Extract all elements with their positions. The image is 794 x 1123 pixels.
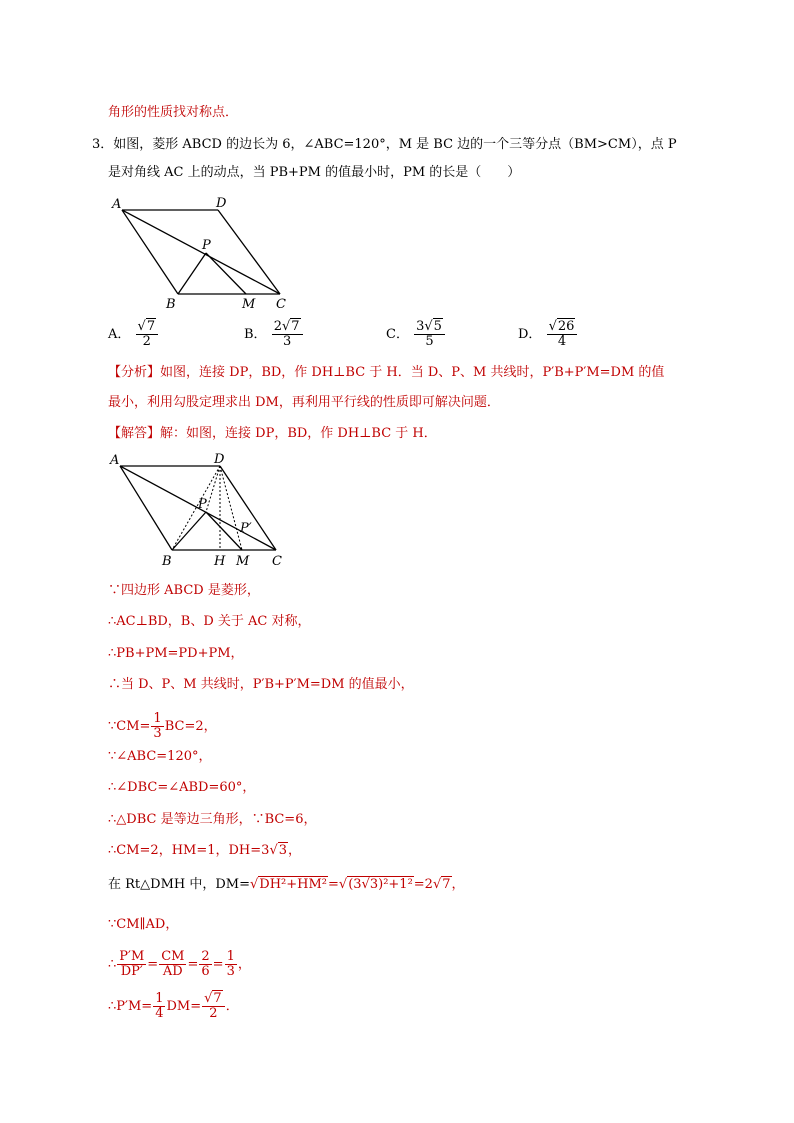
step-12-post: ， [237,957,251,972]
label-h: H [214,554,226,569]
step-5-den: 3 [153,726,162,741]
step-13-post: ． [225,999,239,1014]
label-b: B [166,297,176,312]
segment-pb [178,253,206,294]
step-11: ∵CM∥AD， [108,917,179,932]
step-10-radicand-3: 7 [442,877,451,892]
solution-text-1: 解：如图，连接 DP，BD，作 DH⊥BC 于 H． [160,426,437,441]
edge-dc [218,210,280,294]
step-12: ∴ $\frac{P'M}{DP'}$ = $\frac{CM}{AD}$ = $\frac{2}{6}$ = $\frac{1}{3}$ ， [108,949,251,979]
edge-ba [122,210,178,294]
label-c: C [276,297,286,312]
edge-dc [220,466,276,550]
step-5-pre: ∵CM= [108,719,151,734]
step-12-f1-num: P′M [119,949,145,964]
step-2: ∴AC⊥BD，B、D 关于 AC 对称， [108,614,311,629]
label-p: P [202,238,211,253]
rhombus-figure-1 [108,194,308,314]
analysis-line-2: 最小，利用勾股定理求出 DM，再利用平行线的性质即可解决问题． [108,395,500,410]
step-13-f-num: 1 [155,991,164,1006]
step-9-pre: ∴CM=2，HM=1，DH=3 [108,843,270,858]
question-number: 3． [92,137,114,152]
option-c-coef: 3 [416,319,425,334]
step-3: ∴PB+PM=PD+PM， [108,646,244,661]
option-d-letter: D． [518,327,542,342]
option-b-coef: 2 [273,319,282,334]
step-9: ∴CM=2，HM=1，DH=3√3， [108,843,302,858]
label-d: D [214,452,225,467]
step-5-post: BC=2， [164,719,217,734]
solution-tag: 【解答】 [108,426,161,441]
step-12-f1-den: DP′ [120,964,143,979]
step-9-post: ， [288,843,302,858]
step-10-eq: = [328,877,339,892]
label-b: B [162,554,172,569]
step-12-f4-num: 1 [226,949,235,964]
step-1: ∵四边形 ABCD 是菱形， [108,583,260,598]
step-6: ∵∠ABC=120°， [108,749,212,764]
step-13-f-den: 4 [155,1006,164,1021]
diagonal-ac [122,210,280,294]
step-10: 在 Rt△DMH 中，DM=√DH²+HM²=√(3√3)²+1²=2√7， [108,877,465,892]
step-13: ∴P′M= $\frac{1}{4}$ DM= $\frac{√7}{2}$ ． [108,991,239,1021]
option-d[interactable]: D． $\frac{√26}{4}$ [518,320,578,349]
option-d-den: 4 [557,334,567,349]
solution-line-1 [108,425,437,443]
option-c-radicand: 5 [433,319,442,334]
option-b-letter: B． [244,327,267,342]
label-d: D [216,196,227,211]
label-m: M [242,297,256,312]
analysis-line-1 [108,364,664,382]
label-p-prime: P′ [240,521,252,536]
question-text-1: 如图，菱形 ABCD 的边长为 6，∠ABC=120°，M 是 BC 边的一个三等分点（BM>CM），点 P [113,137,677,152]
question-line-2: 是对角线 AC 上的动点，当 PB+PM 的值最小时，PM 的长是（ ） [108,165,521,180]
step-13-radicand: 7 [213,991,222,1006]
option-d-radicand: 26 [557,319,575,334]
label-p: P [198,497,207,512]
step-9-radicand: 3 [278,843,288,858]
edge-ba [120,466,172,550]
dashed-bd [172,466,220,550]
option-b-radicand: 7 [291,319,300,334]
step-10-post: ， [451,877,465,892]
step-10-eq2: =2 [413,877,433,892]
step-12-f3-den: 6 [201,964,210,979]
step-12-f3-num: 2 [201,949,210,964]
analysis-text-1: 如图，连接 DP，BD，作 DH⊥BC 于 H．当 D、P、M 共线时，P′B+P′M=DM 的值 [160,365,665,380]
label-c: C [272,554,282,569]
step-5-num: 1 [153,711,162,726]
option-c-den: 5 [425,334,434,349]
option-a-den: 2 [142,334,151,349]
option-c[interactable]: C． $\frac{3√5}{5}$ [386,320,446,349]
dashed-dm [220,466,242,550]
step-13-den: 2 [209,1006,218,1021]
label-a: A [110,453,120,468]
rhombus-figure-2 [108,450,308,575]
label-m: M [236,554,250,569]
segment-pm [206,512,242,550]
step-10-pre: 在 Rt△DMH 中，DM= [108,877,250,892]
segment-pb [172,512,206,550]
dashed-dp [206,466,220,512]
step-5 [108,712,217,741]
step-12-pre: ∴ [108,957,117,972]
step-13-pre: ∴P′M= [108,999,153,1014]
step-8: ∴△DBC 是等边三角形，∵BC=6， [108,812,317,827]
option-b[interactable]: B． $\frac{2√7}{3}$ [244,320,304,349]
label-a: A [112,197,122,212]
step-13-mid: DM= [166,999,202,1014]
option-a[interactable]: A． $\frac{√7}{2}$ [108,320,159,349]
step-4: ∴当 D、P、M 共线时，P′B+P′M=DM 的值最小， [108,677,414,692]
previous-answer-tail: 角形的性质找对称点． [108,105,239,120]
option-a-letter: A． [108,327,131,342]
step-10-radicand-2: (3√3)²+1² [348,877,413,892]
option-b-den: 3 [282,334,292,349]
step-10-radicand-1: DH²+HM² [259,877,328,892]
option-c-letter: C． [386,327,409,342]
analysis-tag: 【分析】 [108,365,161,380]
step-12-f2-den: AD [162,964,183,979]
step-7: ∴∠DBC=∠ABD=60°， [108,780,256,795]
question-line-1 [92,136,677,154]
step-12-f2-num: CM [161,949,185,964]
option-a-radicand: 7 [146,319,156,334]
step-12-f4-den: 3 [226,964,235,979]
segment-pm [206,253,246,294]
